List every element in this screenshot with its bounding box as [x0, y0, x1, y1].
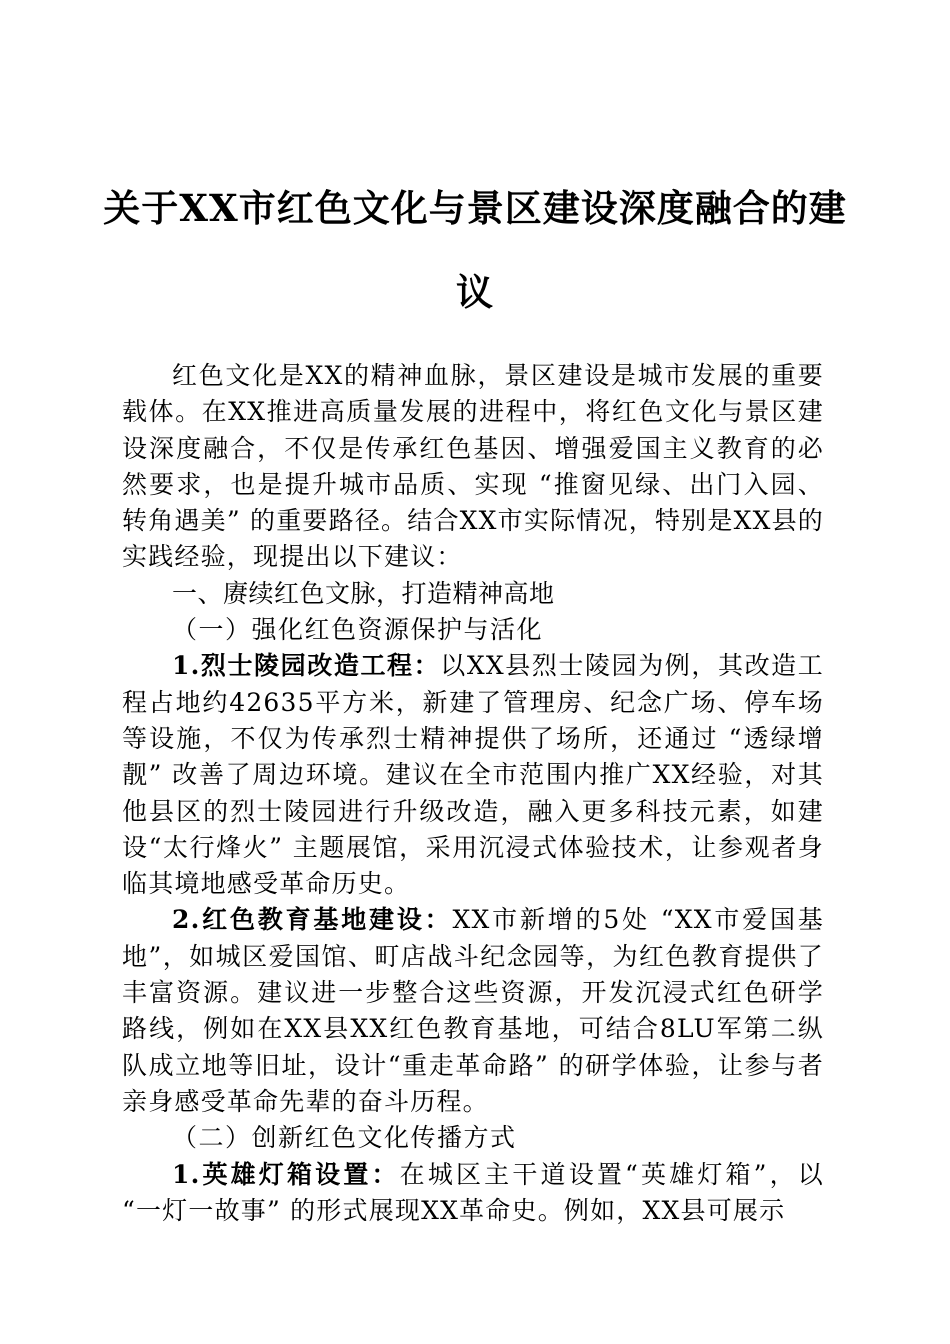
section-heading-1: 一、赓续红色文脉，打造精神高地	[172, 578, 555, 608]
list-item-paragraph	[122, 648, 824, 902]
item-text: 以XX县烈士陵园为例，其改造工程占地约42635平方米，新建了管理房、纪念广场、停车场等设施，不仅为传承烈士精神提供了场所，还通过 “透绿增靓” 改善了周边环境。建议在全市范围内推广XX经验，对其他县区的烈士陵园进行升级改造，融入更多科技元素，如建设“太行烽火” 主题展馆，采用沉浸式体验技术，让参观者身临其境地感受革命历史。	[122, 651, 824, 899]
document-title: 关于XX市红色文化与景区建设深度融合的建议	[103, 186, 847, 314]
document-body	[122, 358, 824, 1229]
item-lead: 2.红色教育基地建设：	[172, 905, 453, 935]
subsection-heading-2: （二）创新红色文化传播方式	[172, 1123, 517, 1153]
item-lead: 1.英雄灯箱设置：	[172, 1159, 400, 1189]
intro-paragraph: 红色文化是XX的精神血脉，景区建设是城市发展的重要载体。在XX推进高质量发展的进程中，将红色文化与景区建设深度融合，不仅是传承红色基因、增强爱国主义教育的必然要求，也是提升城市品质、实现 “推窗见绿、出门入园、转角遇美” 的重要路径。结合XX市实际情况，特别是XX县的实践经验，现提出以下建议：	[122, 361, 824, 572]
list-item-paragraph	[122, 902, 824, 1120]
item-text: XX市新增的5处 “XX市爱国基地”，如城区爱国馆、町店战斗纪念园等，为红色教育提供了丰富资源。建议进一步整合这些资源，开发沉浸式红色研学路线，例如在XX县XX红色教育基地，可结合8LU军第二纵队成立地等旧址，设计“重走革命路” 的研学体验，让参与者亲身感受革命先辈的奋斗历程。	[122, 905, 824, 1116]
subsection-heading-1: （一）强化红色资源保护与活化	[172, 615, 544, 645]
item-lead: 1.烈士陵园改造工程：	[172, 651, 441, 681]
item-text: 在城区主干道设置“英雄灯箱”，以 “一灯一故事” 的形式展现XX革命史。例如，XX县可展示	[122, 1159, 824, 1225]
list-item-paragraph	[122, 1157, 824, 1230]
